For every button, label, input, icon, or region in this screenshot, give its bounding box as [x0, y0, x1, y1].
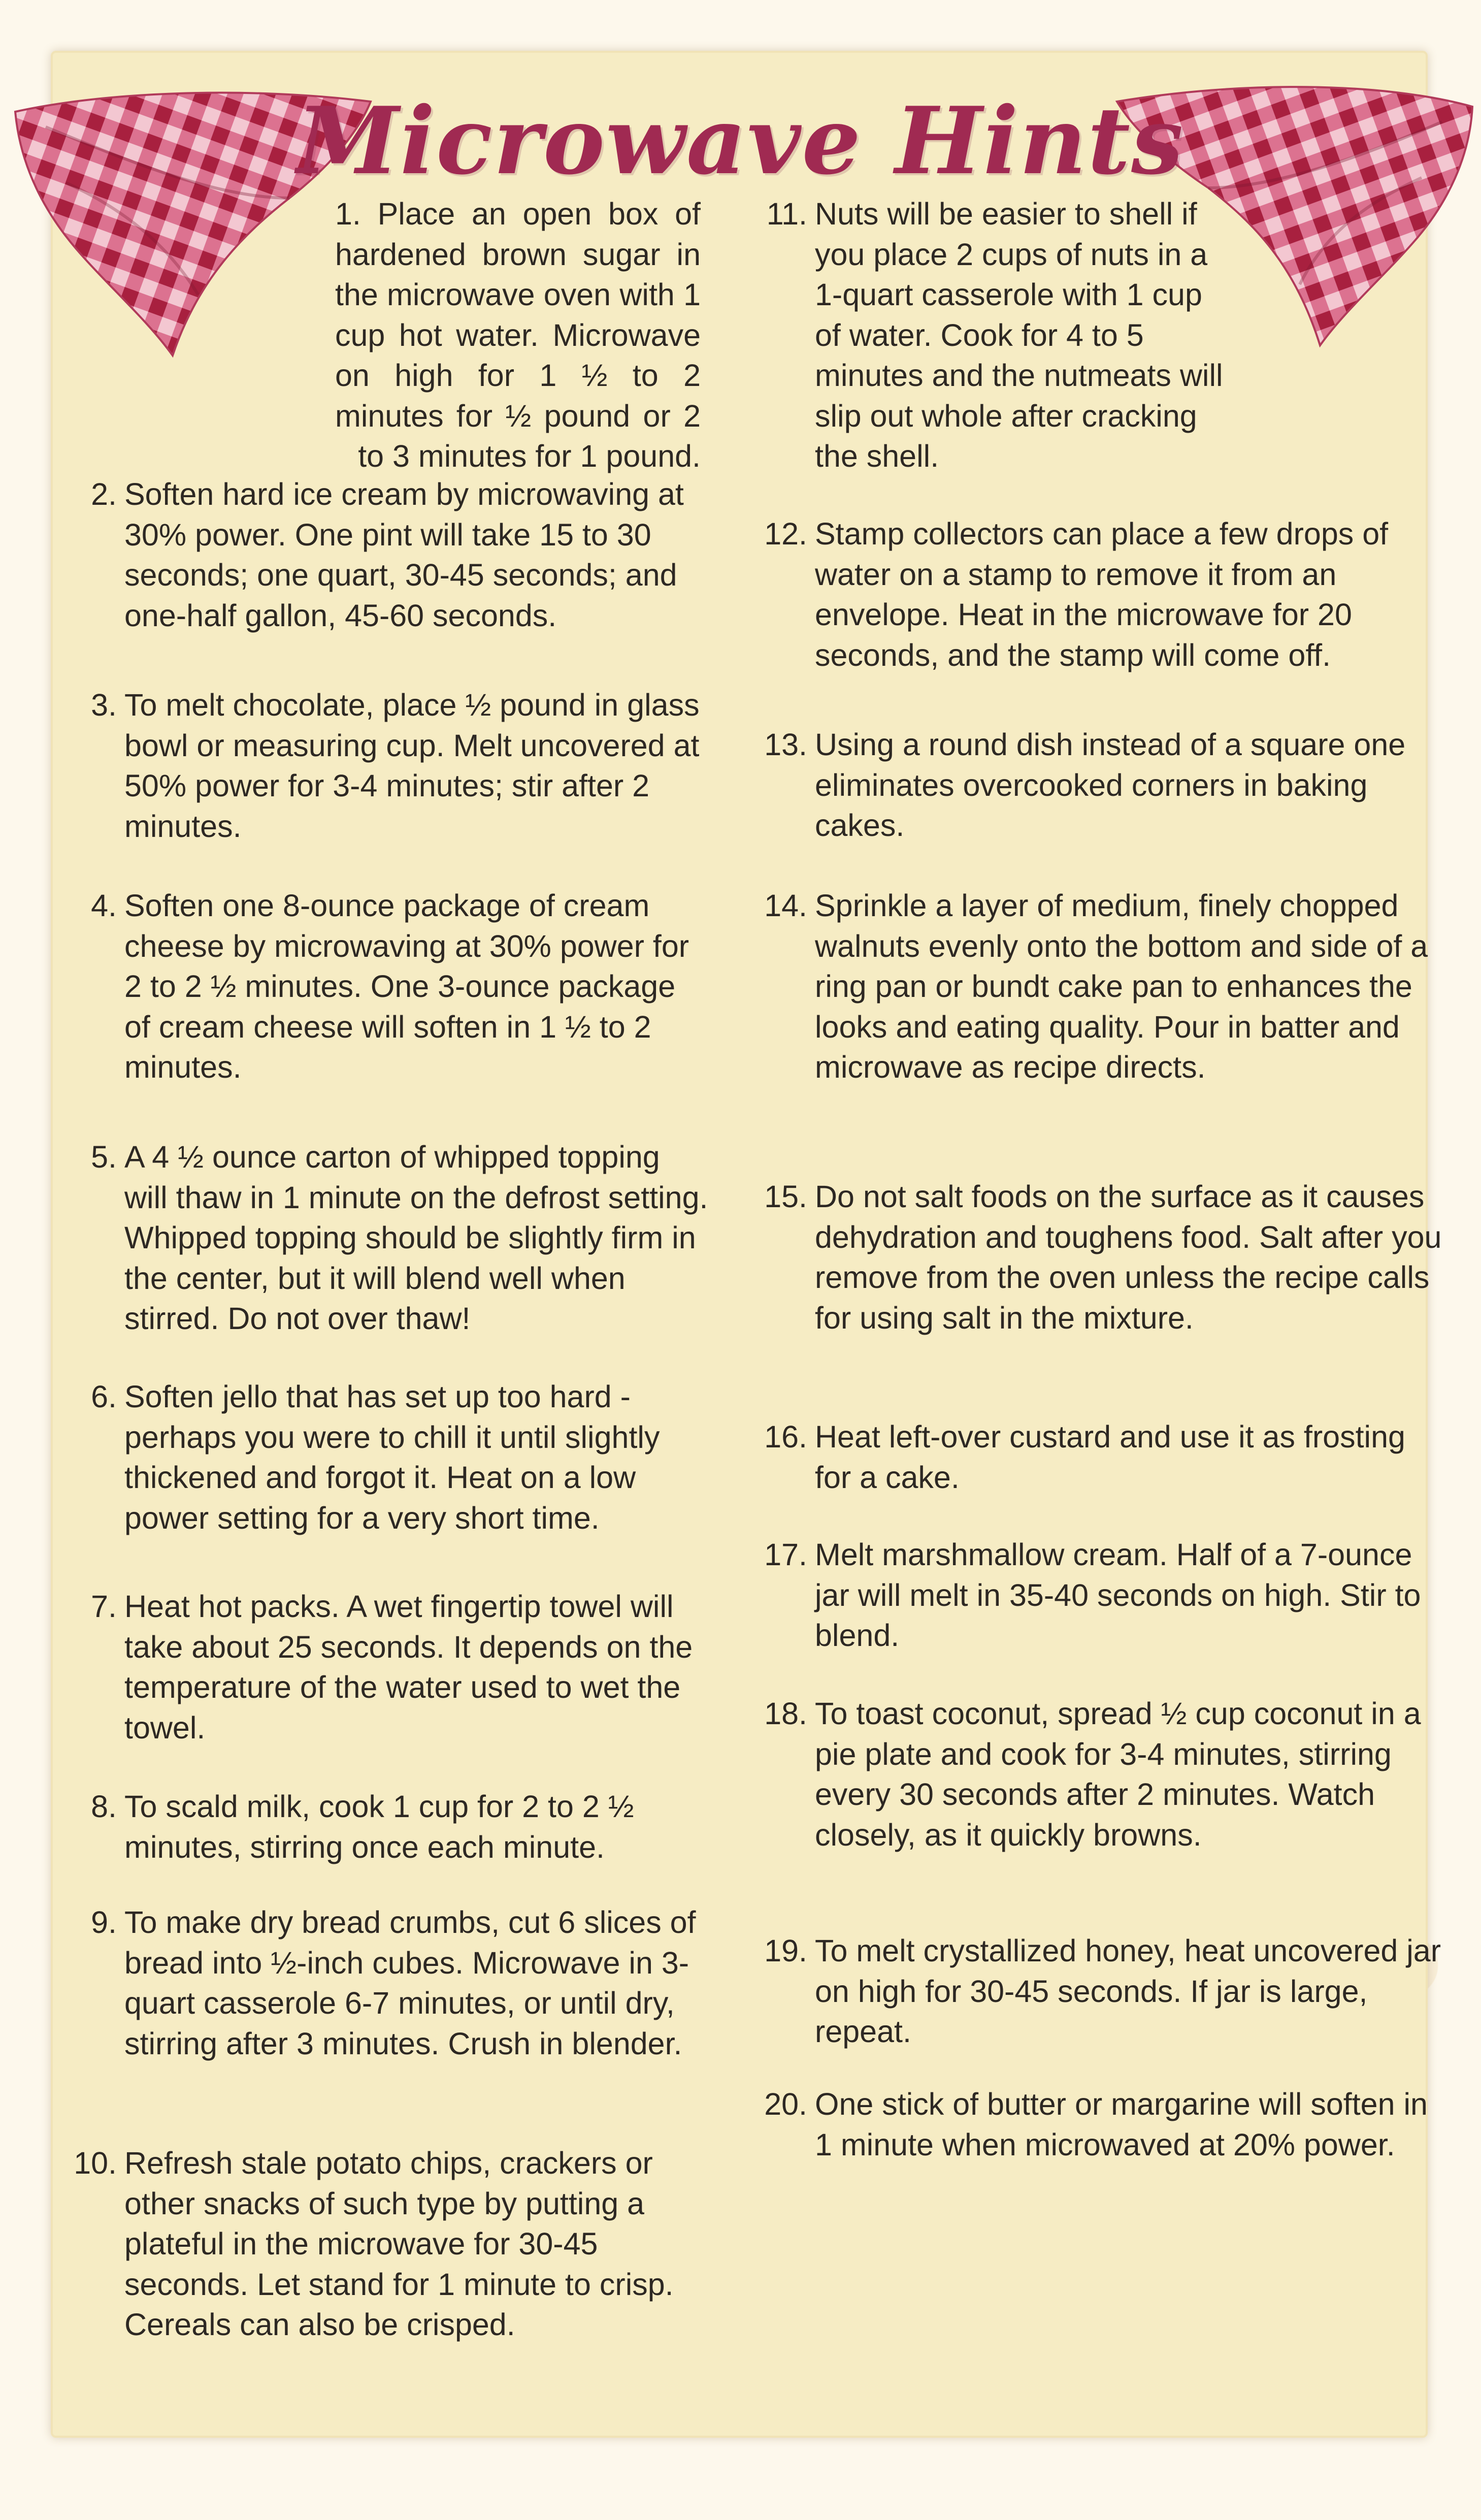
hint-item-10: [61, 2143, 708, 2345]
hint-text-11: Nuts will be easier to shell if you place 2 cups of nuts in a 1-quart casserole with 1 cup of water. Cook for 4 to 5 minutes and the nutmeats will slip out whole after cracking the shell.: [815, 197, 1223, 473]
hint-text-8: To scald milk, cook 1 cup for 2 to 2 ½ minutes, stirring once each minute.: [124, 1789, 634, 1864]
hint-text-6: Soften jello that has set up too hard - perhaps you were to chill it until slightly thickened and forgot it. Heat on a low power setting for a very short time.: [124, 1379, 660, 1535]
hint-text-15: Do not salt foods on the surface as it causes dehydration and toughens food. Salt after you remove from the oven unless the recipe calls for using salt in the mixture.: [815, 1179, 1442, 1335]
hint-text-4: Soften one 8-ounce package of cream cheese by microwaving at 30% power for 2 to 2 ½ minutes. One 3-ounce package of cream cheese will soften in 1 ½ to 2 minutes.: [124, 888, 689, 1084]
hint-text-18: To toast coconut, spread ½ cup coconut in a pie plate and cook for 3-4 minutes, stirring every 30 seconds after 2 minutes. Watch closely, as it quickly browns.: [815, 1696, 1421, 1852]
hint-number-18: 18.: [764, 1696, 807, 1731]
hint-item-7: [61, 1587, 708, 1748]
hint-number-6: 6.: [91, 1379, 117, 1414]
hint-number-10: 10.: [74, 2146, 117, 2180]
hint-item-4: [61, 886, 708, 1088]
hint-number-19: 19.: [764, 1933, 807, 1968]
hint-text-12: Stamp collectors can place a few drops of water on a stamp to remove it from an envelope. Heat in the microwave for 20 seconds, and the stamp will come off.: [815, 516, 1389, 672]
hint-number-11: 11.: [766, 197, 807, 231]
hint-item-11: [751, 194, 1231, 477]
hint-text-19: To melt crystallized honey, heat uncovered jar on high for 30-45 seconds. If jar is large, repeat.: [815, 1933, 1441, 2049]
hint-item-19: [751, 1931, 1444, 2052]
hint-number-1: 1.: [335, 197, 378, 231]
hint-text-2: Soften hard ice cream by microwaving at 30% power. One pint will take 15 to 30 seconds; one quart, 30-45 seconds; and one-half gallon, 45-60 seconds.: [124, 477, 684, 633]
hint-item-3: [61, 685, 708, 847]
page-title: Microwave Hints: [297, 86, 1184, 195]
hint-number-13: 13.: [764, 727, 807, 762]
hint-number-17: 17.: [764, 1537, 807, 1572]
hint-text-1: Place an open box of hardened brown sugar in the microwave oven with 1 cup hot water. Microwave on high for 1 ½ to 2 minutes for ½ pound or 2 to 3 minutes for 1 pound.: [335, 197, 701, 473]
hint-item-20: [751, 2084, 1444, 2165]
hint-text-5: A 4 ½ ounce carton of whipped topping will thaw in 1 minute on the defrost setting. Whipped topping should be slightly firm in the center, but it will blend well when stirred. Do not over thaw!: [124, 1140, 708, 1336]
hint-number-4: 4.: [91, 888, 117, 923]
hint-number-5: 5.: [91, 1140, 117, 1174]
hint-item-13: [751, 725, 1444, 846]
hint-item-12: [751, 514, 1444, 675]
hint-item-1: [61, 194, 706, 477]
hint-text-17: Melt marshmallow cream. Half of a 7-ounce jar will melt in 35-40 seconds on high. Stir to blend.: [815, 1537, 1421, 1653]
hint-text-20: One stick of butter or margarine will soften in 1 minute when microwaved at 20% power.: [815, 2087, 1428, 2162]
hint-number-20: 20.: [764, 2087, 807, 2121]
hint-text-3: To melt chocolate, place ½ pound in glass bowl or measuring cup. Melt uncovered at 50% power for 3-4 minutes; stir after 2 minutes.: [124, 688, 700, 844]
hint-number-7: 7.: [91, 1589, 117, 1624]
hint-text-7: Heat hot packs. A wet fingertip towel will take about 25 seconds. It depends on the temperature of the water used to wet the towel.: [124, 1589, 693, 1745]
hint-text-14: Sprinkle a layer of medium, finely chopped walnuts evenly onto the bottom and side of a ring pan or bundt cake pan to enhances the looks and eating quality. Pour in batter and microwave as recipe directs.: [815, 888, 1428, 1084]
hint-number-9: 9.: [91, 1905, 117, 1940]
hint-number-14: 14.: [764, 888, 807, 923]
hint-item-14: [751, 886, 1444, 1088]
hint-text-16: Heat left-over custard and use it as frosting for a cake.: [815, 1419, 1405, 1495]
hint-number-3: 3.: [91, 688, 117, 722]
hint-number-8: 8.: [91, 1789, 117, 1824]
hint-item-9: [61, 1902, 708, 2064]
hint-number-2: 2.: [91, 477, 117, 511]
hint-item-17: [751, 1535, 1444, 1656]
hint-text-10: Refresh stale potato chips, crackers or other snacks of such type by putting a plateful in the microwave for 30-45 seconds. Let stand for 1 minute to crisp. Cereals can also be crisped.: [124, 2146, 674, 2342]
hint-item-8: [61, 1787, 708, 1867]
hint-item-16: [751, 1417, 1444, 1498]
hint-number-15: 15.: [764, 1179, 807, 1214]
hint-number-12: 12.: [764, 516, 807, 551]
hint-item-18: [751, 1694, 1444, 1855]
hint-item-2: [61, 474, 708, 636]
hint-item-5: [61, 1137, 708, 1339]
hint-item-15: [751, 1177, 1444, 1338]
hint-item-6: [61, 1377, 708, 1538]
hint-number-16: 16.: [764, 1419, 807, 1454]
hint-text-9: To make dry bread crumbs, cut 6 slices of bread into ½-inch cubes. Microwave in 3-quart casserole 6-7 minutes, or until dry, stirring after 3 minutes. Crush in blender.: [124, 1905, 696, 2061]
hint-text-13: Using a round dish instead of a square one eliminates overcooked corners in baking cakes.: [815, 727, 1406, 843]
